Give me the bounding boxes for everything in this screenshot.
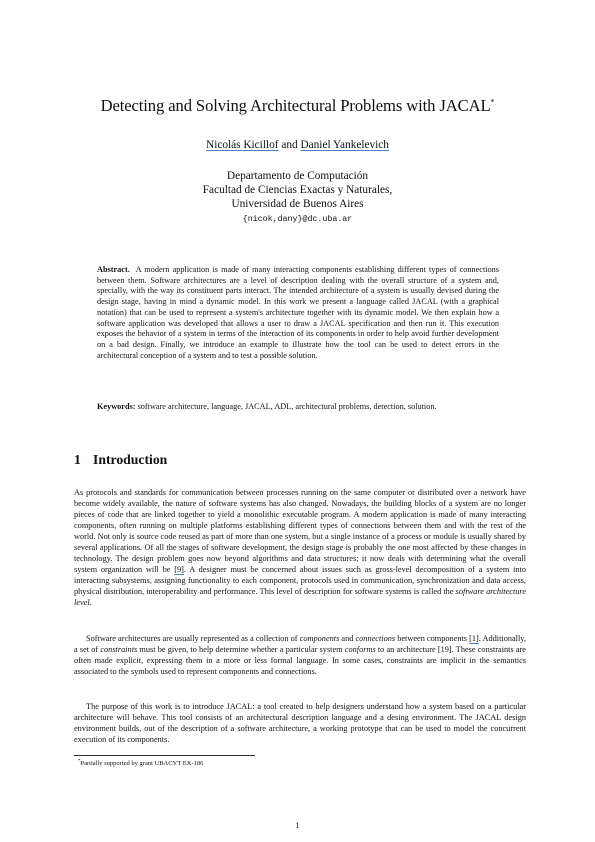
citation-link-9[interactable]: [9] — [174, 565, 184, 575]
p2-text-f: to an architecture [19]. These constraints are often made explicit, expressing them in a more or less formal language. In some cases, constraints are implicit in the semantics associated to the symbols used to represent components and connections. — [74, 645, 526, 677]
footnote — [78, 760, 203, 767]
p2-text-d: . Additionally, a set of — [74, 634, 526, 655]
affiliation-university: Universidad de Buenos Aires — [231, 198, 364, 211]
author-line — [40, 139, 555, 151]
title-text: Detecting and Solving Architectural Problems with JACAL — [100, 96, 491, 115]
p2-emphasis-connections: connections — [355, 634, 396, 643]
abstract-text: A modern application is made of many interacting components establishing different types of connections between them. Software architectures are a level of description dealing with the overall structure of a system and, specially, with the way its constituent parts interact. The intended architecture of a system is usually devised during the design stage, having in mind a dynamic model. In this work we present a language called JACAL (with a graphical notation) that can be used to represent a system's architecture together with its dynamic model. We then explain how a software application was developed that allows a user to draw a JACAL specification and then run it. This execution exposes the behavior of a system in terms of the interaction of its components in order to help avoid further development on a bad design. Finally, we introduce an example to illustrate how the tool can be used to detect errors in the architectural conception of a system and to test a possible solution. — [97, 265, 500, 360]
p1-emphasis: software architecture level — [74, 587, 526, 608]
p2-emphasis-conforms: conforms — [344, 645, 376, 655]
p2-text-b: and — [339, 634, 356, 643]
affiliation-faculty: Facultad de Ciencias Exactas y Naturales, — [202, 184, 393, 197]
section-heading — [74, 452, 167, 468]
title-footnote-mark: * — [490, 97, 495, 107]
p1-text-c: . — [89, 598, 92, 608]
keywords-text: software architecture, language, JACAL, ADL, architectural problems, detection, solution. — [137, 402, 437, 411]
p2-text-a: Software architectures are usually represented as a collection of — [86, 634, 300, 643]
footnote-mark: * — [78, 758, 81, 764]
section-title: Introduction — [93, 452, 168, 467]
keywords-label: Keywords: — [97, 402, 136, 411]
keywords — [97, 402, 499, 413]
affiliation-block — [40, 169, 555, 227]
intro-paragraph-3: The purpose of this work is to introduce JACAL: a tool created to help designers understand how a system based on a particular architecture will behave. This tool consists of an architectural description language and a desing environment. The JACAL design environment builds, out of the description of a software architecture, a working prototype that can be used to model the concurrent execution of its components. — [74, 702, 526, 745]
p2-emphasis-components: components — [299, 634, 340, 643]
author-link-kicillof[interactable]: Nicolás Kicillof — [206, 139, 279, 151]
affiliation-department: Departamento de Computación — [226, 170, 369, 182]
p1-text-a: As protocols and standards for communication between processes running on the same computer or distributed over a network have become widely available, the nature of software systems has also changed. Nowadays, the building blocks of a system are no longer pieces of code that are linked together to yield a monolithic executable program. A modern application is made of many interacting components, often running on multiple platforms establishing different types of connections between them and with the rest of the world. Not only is source code reused as part of more than one system, but a single instance of a process or module is usually shared by several applications. Of all the stages of software development, the design stage is probably the one most affected by these changes in technology. The design problem goes now beyond algorithms and data structures; it now deals with determining what the overall system organization will be — [74, 488, 526, 575]
footnote-rule — [74, 755, 255, 756]
paper-title — [40, 96, 555, 116]
author-joiner: and — [281, 139, 298, 151]
author-email: {nicok,dany}@dc.uba.ar — [242, 214, 353, 224]
abstract — [97, 265, 499, 361]
p2-text-c: between components — [395, 634, 470, 643]
page-number: 1 — [295, 820, 300, 830]
author-link-yankelevich[interactable]: Daniel Yankelevich — [300, 139, 389, 151]
intro-paragraph-1 — [74, 487, 526, 609]
section-number: 1 — [74, 452, 81, 467]
footnote-text: Partially supported by grant UBACYT EX-186 — [80, 760, 204, 767]
intro-paragraph-2 — [74, 633, 526, 677]
p2-text-e: must be given, to help determine whether a particular system — [137, 645, 345, 655]
citation-link-1[interactable]: [1] — [469, 634, 479, 643]
p1-text-b: . A designer must be concerned about issues such as gross-level decomposition of a system into interacting subsystems, assigning functionality to each component, protocols used in communication, synchronization and data access, physical distribution, interoperability and performance. This level of description for software systems is called the — [74, 565, 526, 597]
p2-emphasis-constraints: constraints — [100, 645, 138, 655]
abstract-label: Abstract. — [97, 265, 130, 274]
